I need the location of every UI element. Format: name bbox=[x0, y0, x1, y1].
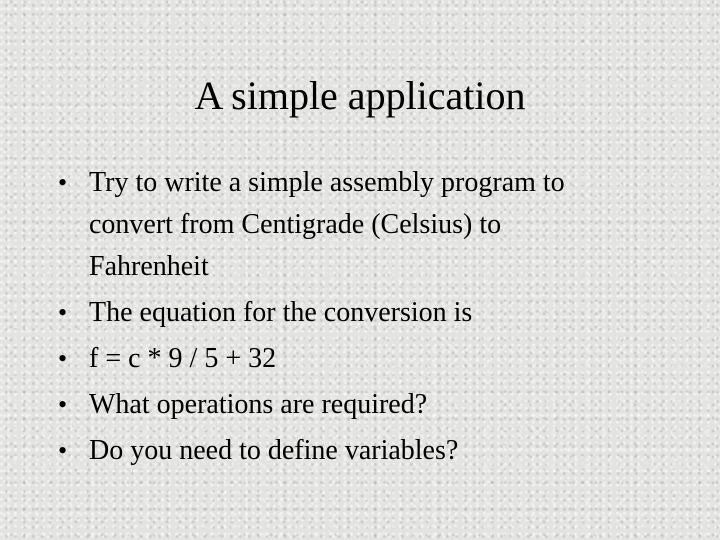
bullet-item-5 bbox=[58, 430, 678, 472]
bullet-list bbox=[58, 162, 678, 476]
bullet-text-line: convert from Centigrade (Celsius) to bbox=[89, 209, 502, 240]
bullet-text: What operations are required? bbox=[89, 389, 428, 420]
bullet-text: Do you need to define variables? bbox=[89, 435, 459, 466]
bullet-item-1 bbox=[58, 162, 678, 288]
bullet-dot-icon: • bbox=[58, 298, 68, 327]
bullet-dot-icon: • bbox=[58, 168, 68, 197]
bullet-item-4 bbox=[58, 384, 678, 426]
bullet-text: f = c * 9 / 5 + 32 bbox=[89, 343, 277, 374]
bullet-dot-icon: • bbox=[58, 436, 68, 465]
bullet-text-line: Try to write a simple assembly program to bbox=[89, 167, 565, 198]
bullet-item-2 bbox=[58, 292, 678, 334]
bullet-text: The equation for the conversion is bbox=[89, 297, 473, 328]
bullet-dot-icon: • bbox=[58, 390, 68, 419]
bullet-item-3 bbox=[58, 338, 678, 380]
bullet-text-line: Fahrenheit bbox=[89, 251, 209, 282]
slide-title: A simple application bbox=[194, 73, 526, 118]
bullet-dot-icon: • bbox=[58, 344, 68, 373]
